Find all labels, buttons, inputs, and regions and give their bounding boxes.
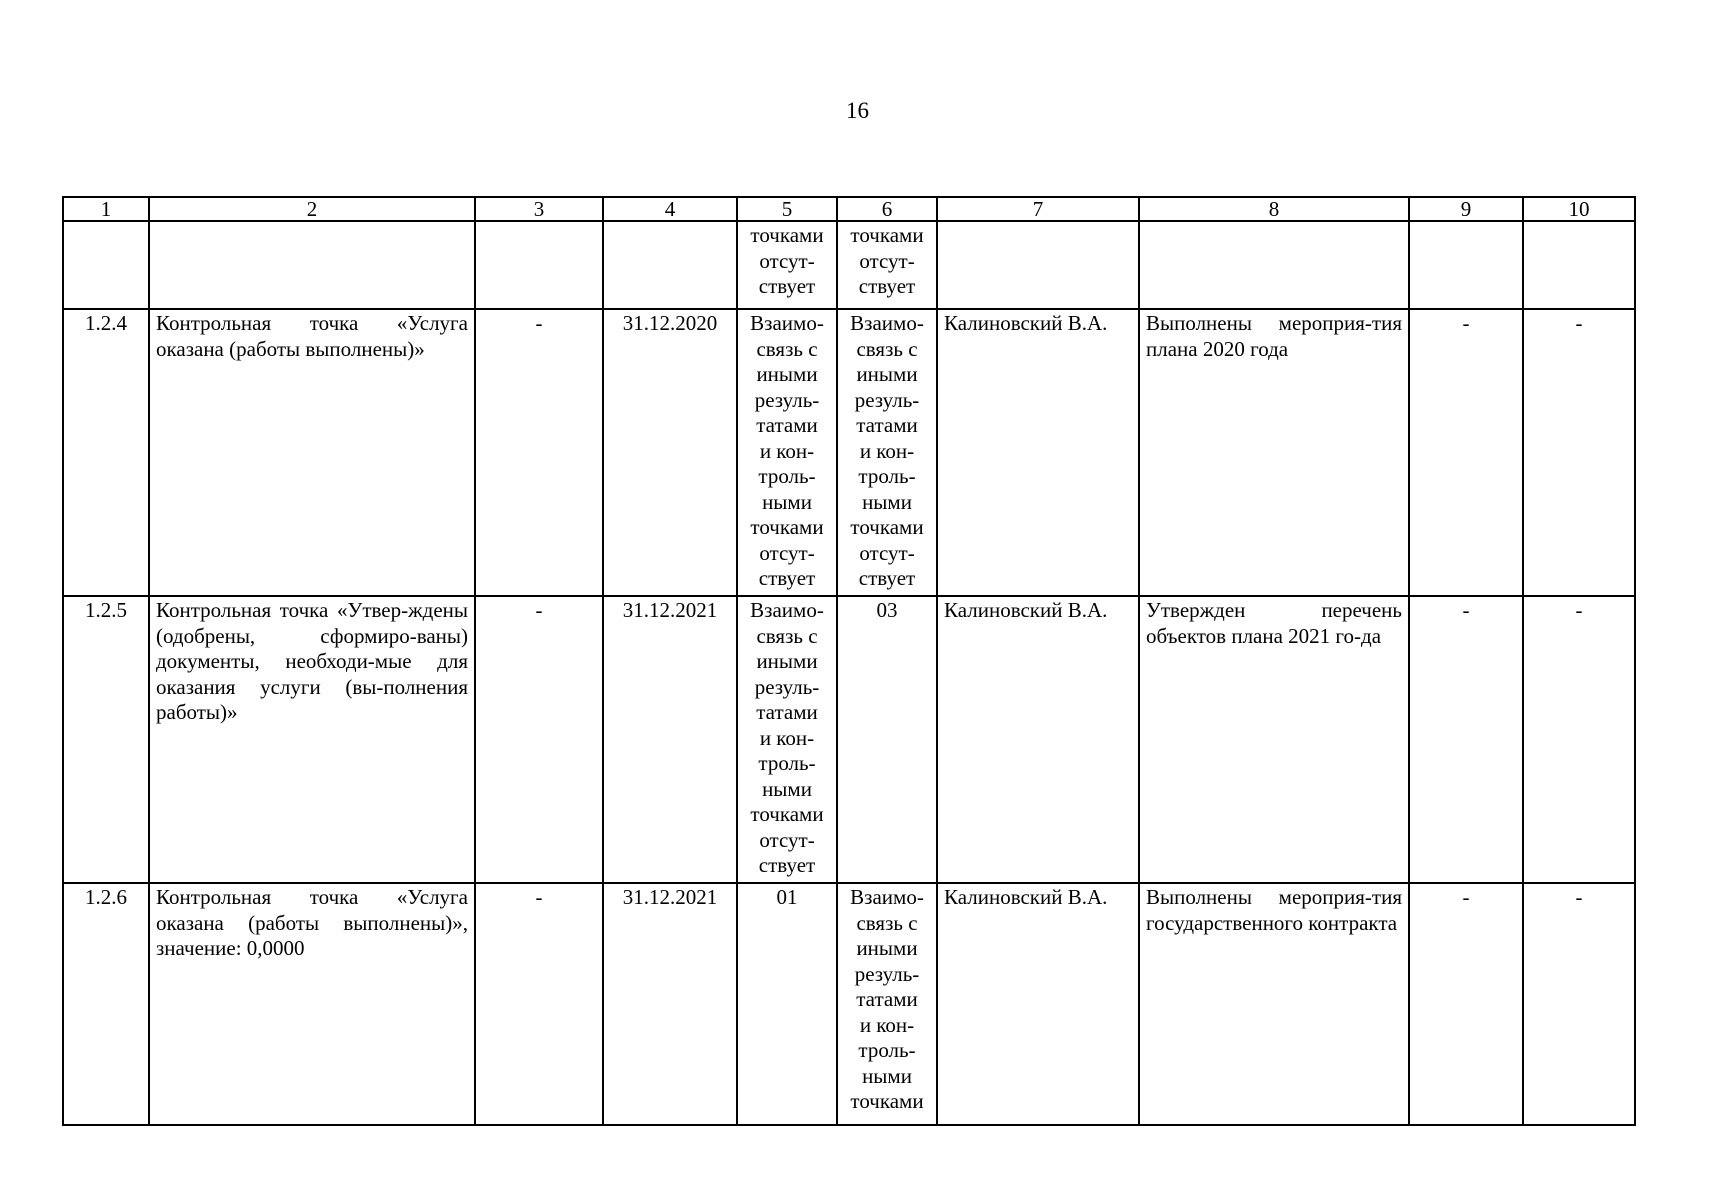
row-col5: Взаимо- связь с иными резуль- татами и кон- троль- ными точками отсут- ствует	[737, 596, 837, 883]
row-col10: -	[1523, 596, 1635, 883]
row-number	[63, 221, 149, 309]
column-number: 4	[603, 197, 737, 221]
column-number: 1	[63, 197, 149, 221]
row-date: 31.12.2020	[603, 309, 737, 596]
row-col3	[475, 221, 603, 309]
row-result	[1139, 221, 1409, 309]
row-col10: -	[1523, 883, 1635, 1125]
table-row	[63, 221, 1635, 309]
row-col9: -	[1409, 596, 1523, 883]
control-points-table	[62, 196, 1636, 1126]
row-col6: точками отсут- ствует	[837, 221, 937, 309]
row-number: 1.2.6	[63, 883, 149, 1125]
row-col5: 01	[737, 883, 837, 1125]
row-responsible: Калиновский В.А.	[937, 596, 1139, 883]
row-result: Утвержден перечень объектов плана 2021 го-да	[1139, 596, 1409, 883]
row-name	[149, 221, 475, 309]
row-date: 31.12.2021	[603, 883, 737, 1125]
page-number: 16	[846, 98, 869, 123]
column-number: 6	[837, 197, 937, 221]
row-name: Контрольная точка «Утвер-ждены (одобрены, сформиро-ваны) документы, необходи-мые для оказания услуги (вы-полнения работы)»	[149, 596, 475, 883]
column-number: 2	[149, 197, 475, 221]
row-col6: Взаимо- связь с иными резуль- татами и кон- троль- ными точками отсут- ствует	[837, 309, 937, 596]
row-col3: -	[475, 883, 603, 1125]
row-col5: точками отсут- ствует	[737, 221, 837, 309]
column-number: 5	[737, 197, 837, 221]
row-col10	[1523, 221, 1635, 309]
table-row	[63, 883, 1635, 1125]
row-col10: -	[1523, 309, 1635, 596]
column-number: 10	[1523, 197, 1635, 221]
row-name: Контрольная точка «Услуга оказана (работы выполнены)», значение: 0,0000	[149, 883, 475, 1125]
row-col3: -	[475, 309, 603, 596]
row-result: Выполнены мероприя-тия государственного контракта	[1139, 883, 1409, 1125]
row-result: Выполнены мероприя-тия плана 2020 года	[1139, 309, 1409, 596]
column-number: 9	[1409, 197, 1523, 221]
row-responsible: Калиновский В.А.	[937, 309, 1139, 596]
column-numbers-row	[63, 197, 1635, 221]
row-name: Контрольная точка «Услуга оказана (работы выполнены)»	[149, 309, 475, 596]
table-row	[63, 596, 1635, 883]
column-number: 7	[937, 197, 1139, 221]
table-row	[63, 309, 1635, 596]
row-responsible: Калиновский В.А.	[937, 883, 1139, 1125]
row-col9	[1409, 221, 1523, 309]
column-number: 8	[1139, 197, 1409, 221]
row-number: 1.2.4	[63, 309, 149, 596]
row-col5: Взаимо- связь с иными резуль- татами и кон- троль- ными точками отсут- ствует	[737, 309, 837, 596]
row-date: 31.12.2021	[603, 596, 737, 883]
row-date	[603, 221, 737, 309]
row-col6: Взаимо- связь с иными резуль- татами и кон- троль- ными точками	[837, 883, 937, 1125]
row-col3: -	[475, 596, 603, 883]
row-col6: 03	[837, 596, 937, 883]
row-number: 1.2.5	[63, 596, 149, 883]
row-col9: -	[1409, 883, 1523, 1125]
column-number: 3	[475, 197, 603, 221]
row-col9: -	[1409, 309, 1523, 596]
row-responsible	[937, 221, 1139, 309]
